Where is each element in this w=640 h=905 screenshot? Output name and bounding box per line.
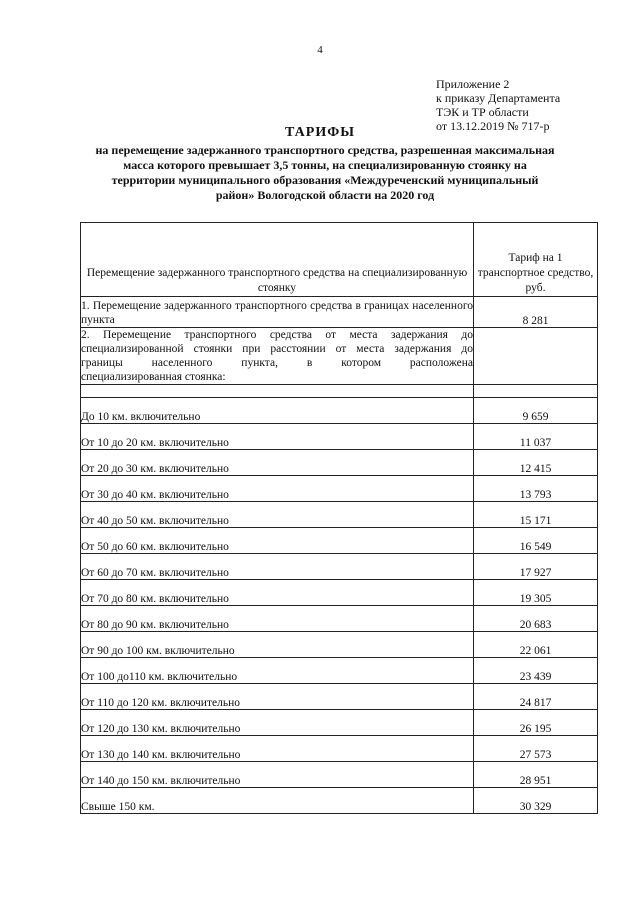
row-distance-label: От 20 до 30 км. включительно	[81, 450, 474, 476]
row-distance-label: От 30 до 40 км. включительно	[81, 476, 474, 502]
row-tariff-value: 19 305	[474, 580, 598, 606]
row-tariff-value: 12 415	[474, 450, 598, 476]
section-2-line: специализированной стоянки при расстоянии от места задержания до	[81, 343, 473, 355]
row-distance-label: От 70 до 80 км. включительно	[81, 580, 474, 606]
table-row	[81, 528, 598, 554]
table-row	[81, 632, 598, 658]
table-row	[81, 554, 598, 580]
table-row	[81, 762, 598, 788]
spacer-cell	[474, 385, 598, 398]
row-distance-label: От 10 до 20 км. включительно	[81, 424, 474, 450]
table-row	[81, 606, 598, 632]
subtitle-line: территории муниципального образования «Междуреченский муниципальный	[111, 173, 539, 187]
table-row	[81, 502, 598, 528]
row-distance-label: От 80 до 90 км. включительно	[81, 606, 474, 632]
document-subtitle	[80, 143, 570, 203]
row-distance-label: До 10 км. включительно	[81, 398, 474, 424]
section-2-description	[81, 328, 474, 385]
document-title: ТАРИФЫ	[285, 125, 355, 140]
row-distance-label: От 40 до 50 км. включительно	[81, 502, 474, 528]
subtitle-line: на перемещение задержанного транспортного средства, разрешенная максимальная	[95, 143, 555, 157]
row-tariff-value: 22 061	[474, 632, 598, 658]
row-distance-label: От 90 до 100 км. включительно	[81, 632, 474, 658]
row-distance-label: От 120 до 130 км. включительно	[81, 710, 474, 736]
appendix-line: к приказу Департамента	[436, 91, 561, 105]
section-2-line: границы населенного пункта, в котором расположена	[81, 357, 473, 369]
spacer-row	[81, 385, 598, 398]
row-distance-label: От 140 до 150 км. включительно	[81, 762, 474, 788]
subtitle-line: масса которого превышает 3,5 тонны, на специализированную стоянку на	[123, 158, 527, 172]
table-row	[81, 476, 598, 502]
table-row	[81, 736, 598, 762]
row-distance-label: От 130 до 140 км. включительно	[81, 736, 474, 762]
table-row	[81, 710, 598, 736]
appendix-line: от 13.12.2019 № 717-р	[436, 119, 550, 133]
row-tariff-value: 26 195	[474, 710, 598, 736]
row-tariff-value: 27 573	[474, 736, 598, 762]
row-tariff-value: 23 439	[474, 658, 598, 684]
row-tariff-value: 13 793	[474, 476, 598, 502]
header-tariff: Тариф на 1 транспортное средство, руб.	[474, 223, 598, 297]
tariff-table	[80, 222, 598, 814]
table-row	[81, 450, 598, 476]
row-tariff-value: 17 927	[474, 554, 598, 580]
section-2-value	[474, 328, 598, 385]
appendix-line: Приложение 2	[436, 77, 510, 91]
row-distance-label: От 110 до 120 км. включительно	[81, 684, 474, 710]
section-1-value: 8 281	[474, 297, 598, 328]
table-row	[81, 580, 598, 606]
row-distance-label: Свыше 150 км.	[81, 788, 474, 814]
row-tariff-value: 24 817	[474, 684, 598, 710]
row-tariff-value: 28 951	[474, 762, 598, 788]
table-header-row	[81, 223, 598, 297]
section-2-line: 2. Перемещение транспортного средства от места задержания до	[81, 329, 473, 341]
table-row	[81, 788, 598, 814]
table-row	[81, 684, 598, 710]
page-number: 4	[317, 44, 323, 56]
section-1-row	[81, 297, 598, 328]
section-2-row	[81, 328, 598, 385]
header-description: Перемещение задержанного транспортного средства на специализированную стоянку	[81, 223, 474, 297]
section-2-line: специализированная стоянка:	[81, 371, 226, 383]
subtitle-line: район» Вологодской области на 2020 год	[215, 188, 435, 202]
row-tariff-value: 30 329	[474, 788, 598, 814]
row-tariff-value: 9 659	[474, 398, 598, 424]
appendix-line: ТЭК и ТР области	[436, 105, 529, 119]
table-row	[81, 424, 598, 450]
table-row	[81, 658, 598, 684]
table-row	[81, 398, 598, 424]
row-tariff-value: 15 171	[474, 502, 598, 528]
spacer-cell	[81, 385, 474, 398]
row-tariff-value: 16 549	[474, 528, 598, 554]
row-distance-label: От 100 до110 км. включительно	[81, 658, 474, 684]
row-distance-label: От 60 до 70 км. включительно	[81, 554, 474, 580]
row-tariff-value: 20 683	[474, 606, 598, 632]
row-distance-label: От 50 до 60 км. включительно	[81, 528, 474, 554]
section-1-description: 1. Перемещение задержанного транспортного средства в границах населенного пункта	[81, 297, 474, 328]
row-tariff-value: 11 037	[474, 424, 598, 450]
